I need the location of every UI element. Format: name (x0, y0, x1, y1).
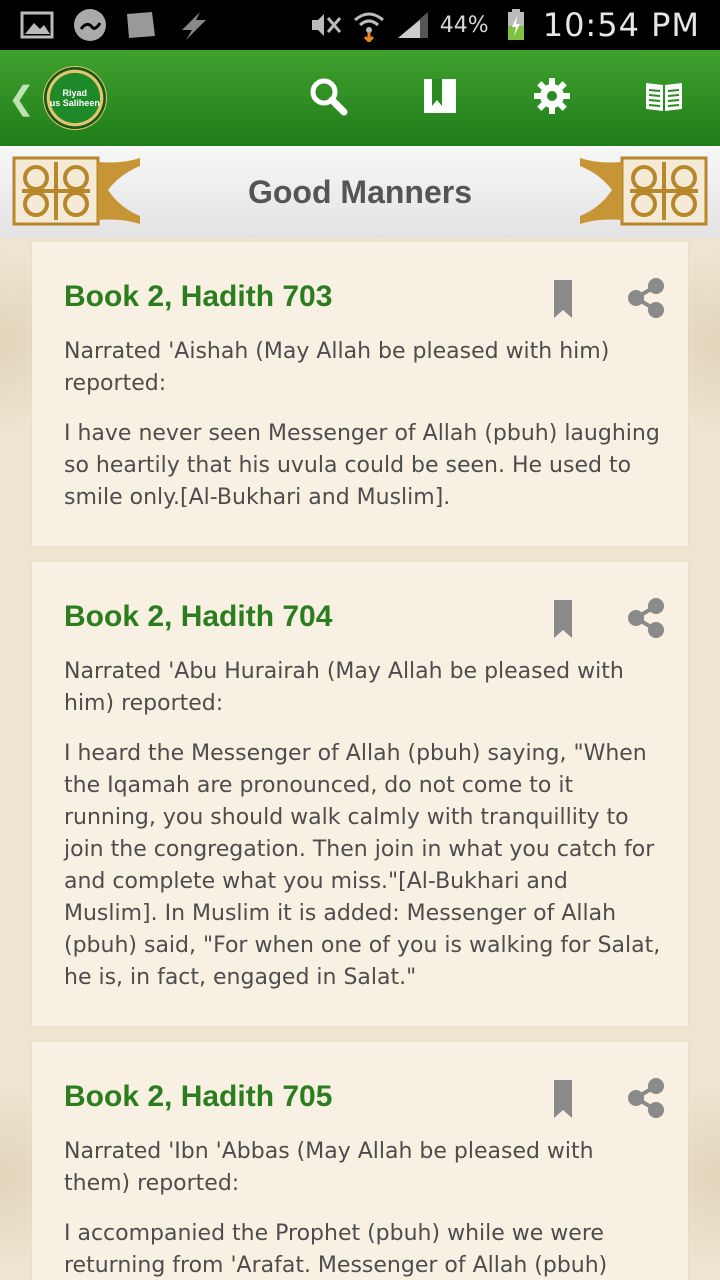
hadith-text: I have never seen Messenger of Allah (pbuh) laughing so heartily that his uvula could be seen. He used to smile only.[Al-Bukhari and Muslim]. (64, 421, 660, 510)
search-button[interactable] (272, 50, 384, 146)
hadith-title: Book 2, Hadith 705 (64, 1080, 333, 1113)
book-icon (644, 79, 684, 117)
action-bar (0, 50, 720, 146)
sad-app-icon (72, 10, 106, 40)
back-chevron-icon[interactable]: ❮ (8, 79, 35, 117)
logo-line1: Riyad (62, 88, 88, 98)
section-header (0, 146, 720, 239)
share-icon[interactable] (624, 596, 668, 640)
hadith-title: Book 2, Hadith 704 (64, 600, 333, 633)
logo-line2: us Saliheen (49, 98, 100, 108)
bookmark-icon[interactable] (554, 280, 572, 318)
share-icon[interactable] (624, 276, 668, 320)
battery-percent: 44% (439, 12, 489, 38)
bookmark-icon (423, 78, 457, 118)
battery-charging-icon (499, 10, 533, 40)
search-icon (308, 76, 348, 120)
hadith-text: I accompanied the Prophet (pbuh) while we were returning from 'Arafat. Messenger of Allah (pbuh) (64, 1221, 608, 1278)
signal-icon (396, 10, 430, 40)
page-title: Good Manners (247, 173, 472, 210)
mute-icon (308, 10, 342, 40)
share-icon[interactable] (624, 1076, 668, 1120)
hadith-narrator: Narrated 'Ibn 'Abbas (May Allah be pleased with them) reported: (64, 1139, 594, 1196)
hadith-narrator: Narrated 'Abu Hurairah (May Allah be pleased with him) reported: (64, 659, 624, 716)
bookmark-icon[interactable] (554, 600, 572, 638)
hadith-list[interactable] (0, 238, 720, 1280)
wifi-icon (352, 10, 386, 40)
bookmarks-button[interactable] (384, 50, 496, 146)
app-logo[interactable] (43, 66, 107, 130)
hadith-card (32, 242, 688, 546)
settings-icon (533, 77, 571, 119)
hadith-text: I heard the Messenger of Allah (pbuh) saying, "When the Iqamah are pronounced, do not come to it running, you should walk calmly with tranquillity to join the congregation. Then join in what you catch for and complete what you miss."[Al-Bukhari and Muslim]. In Muslim it is added: Messenger of Allah (pbuh) said, "For when one of you is walking for Salat, he is, in fact, engaged in Salat." (64, 741, 661, 990)
hadith-narrator: Narrated 'Aishah (May Allah be pleased with him) reported: (64, 339, 610, 396)
status-bar (0, 0, 720, 50)
flipboard-icon (124, 10, 158, 40)
hadith-card (32, 562, 688, 1026)
clock: 10:54 PM (542, 6, 700, 44)
flash-icon (176, 10, 210, 40)
hadith-title: Book 2, Hadith 703 (64, 280, 333, 313)
settings-button[interactable] (496, 50, 608, 146)
bookmark-icon[interactable] (554, 1080, 572, 1118)
gallery-icon (20, 10, 54, 40)
books-button[interactable] (608, 50, 720, 146)
hadith-card (32, 1042, 688, 1280)
